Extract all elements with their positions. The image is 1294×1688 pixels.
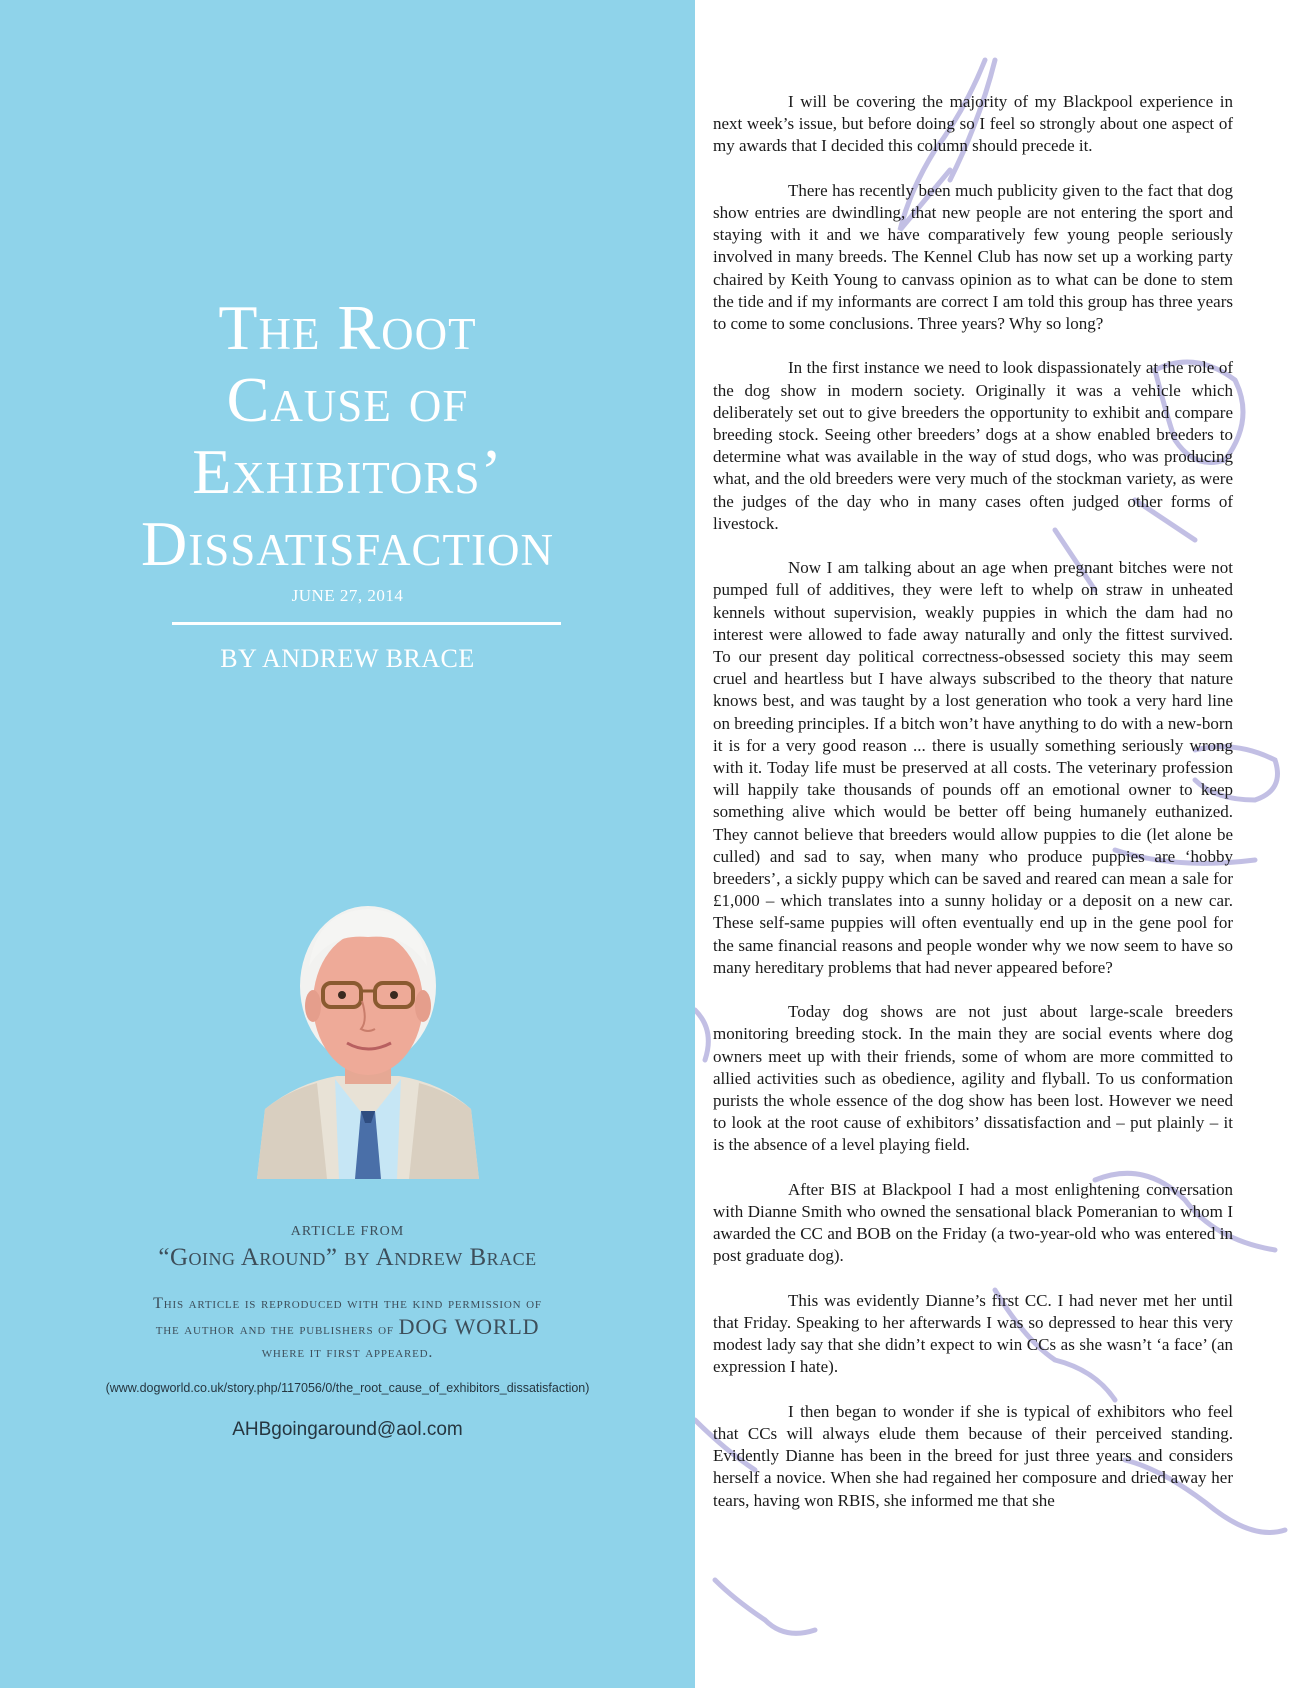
permission-text [0,1315,695,1341]
publication-name: DOG WORLD [398,1314,540,1339]
article-paragraph: I will be covering the majority of my Blackpool experience in next week’s issue, but before doing so I feel so strongly about one aspect of my awards that I decided this column should precede it. [713,92,1233,156]
title-line: Dissatisfaction [141,508,554,579]
permission-text: where it first appeared. [261,1344,434,1361]
article-paragraph: Now I am talking about an age when pregnant bitches were not pumped full of additives, they were left to whelp on straw in unheated kennels without supervision, weakly puppies in which the dam had no interest were allowed to fade away naturally and only the fittest survived. To our present day political correctness-obsessed society this may seem cruel and heartless but I have always subscribed to the theory that nature knows best, and was taught by a lost generation who took a very hard line on breeding principles. If a bitch won’t have anything to do with a new-born it is for a very good reason ... there is usually something seriously wrong with it. Today life must be preserved at all costs. The veterinary profession will happily take thousands of pounds off an emotional owner to keep something alive which would be better off being humanely euthanized. They cannot believe that breeders would allow puppies to die (let alone be culled) and sad to say, when many who produce puppies are ‘hobby breeders’, a sickly puppy which can be saved and reared can mean a sale for £1,000 – which translates into a sunny holiday or a deposit on a new car. These self-same puppies will often eventually end up in the gene pool for the same financial reasons and people wonder why we now seem to have so many hereditary problems that had never appeared before? [713,558,1233,977]
permission-notice [0,1292,695,1364]
article-source-label: ARTICLE FROM [290,1224,405,1239]
permission-text: the author and the publishers of [155,1321,394,1338]
byline: BY ANDREW BRACE [220,644,475,673]
article-paragraph: Today dog shows are not just about large-scale breeders monitoring breeding stock. In the main they are social events where dog owners meet up with their friends, some of whom are more committed to allied activities such as obedience, agility and flyball. To us conformation purists the whole essence of the dog show has been lost. However we need to look at the root cause of exhibitors’ dissatisfaction and – put plainly – it is the absence of a level playing field. [713,1002,1233,1155]
title-line: Exhibitors’ [192,436,503,507]
article-body [713,91,1233,1534]
article-paragraph: There has recently been much publicity given to the fact that dog show entries are dwindling, that new people are not entering the sport and staying with it and we have comparatively few young people seriously involved in many breeds. The Kennel Club has now set up a working party chaired by Keith Young to canvass opinion as to what can be done to stem the tide and if my informants are correct I am told this group has three years to come to some conclusions. Three years? Why so long? [713,180,1233,334]
article-paragraph: After BIS at Blackpool I had a most enlightening conversation with Dianne Smith who owned the sensational black Pomeranian to whom I awarded the CC and BOB on the Friday (a two-year-old who was entered in post graduate dog). [713,1179,1233,1266]
author-photo [257,871,479,1179]
permission-text: This article is reproduced with the kind permission of [153,1295,542,1312]
source-url-link[interactable]: (www.dogworld.co.uk/story.php/117056/0/the_root_cause_of_exhibitors_dissatisfaction) [105,1381,590,1395]
column-name: “Going Around” by Andrew Brace [158,1244,537,1271]
divider [172,622,561,625]
article-paragraph: This was evidently Dianne’s first CC. I had never met her until that Friday. Speaking to her afterwards I was so depressed to hear this very modest lady say that she didn’t expect to win CCs as she wasn’t ‘a face’ (an expression I hate). [713,1290,1233,1377]
article-paragraph: I then began to wonder if she is typical of exhibitors who feel that CCs will always elude them because of their perceived standing. Evidently Dianne has been in the breed for just three years and considers herself a novice. When she had regained her composure and dried away her tears, having won RBIS, she informed me that she [713,1401,1233,1510]
article-paragraph: In the first instance we need to look dispassionately at the role of the dog show in modern society. Originally it was a vehicle which deliberately set out to give breeders the opportunity to exhibit and compare breeding stock. Seeing other breeders’ dogs at a show enabled breeders to determine what was available in the way of stud dogs, who was producing what, and the old breeders were very much of the stockman variety, as were the judges of the day who in many cases often judged other forms of livestock. [713,358,1233,533]
title-line: Cause of [226,364,469,435]
title-line: The Root [218,292,477,363]
email-link[interactable]: AHBgoingaround@aol.com [232,1419,463,1440]
article-title [0,292,695,580]
article-date: JUNE 27, 2014 [291,586,404,605]
